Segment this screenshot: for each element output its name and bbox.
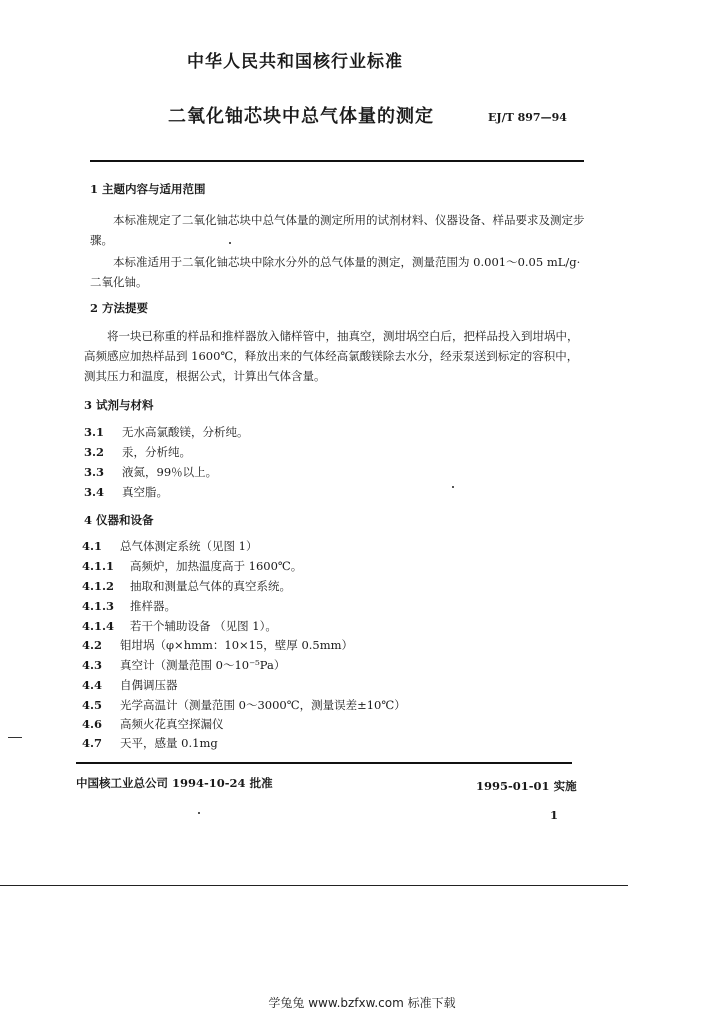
page-number: 1 [550,808,559,822]
implementation-date: 1995-01-01 实施 [476,779,577,793]
section-2-heading: 2 方法提要 [90,301,149,315]
list-item: 4.3 真空计（测量范围 0～10⁻⁵Pa） [82,658,286,672]
header-rule [90,160,584,162]
footer-rule [76,762,572,764]
scan-speck [452,486,454,488]
page-edge-rule [0,885,628,886]
list-item: 4.1.2 抽取和测量总气体的真空系统。 [82,579,291,593]
list-item: 4.2 钼坩埚（φ×hmm：10×15，壁厚 0.5mm） [82,638,354,652]
document-title: 二氧化铀芯块中总气体量的测定 [168,106,434,127]
list-item: 3.1 无水高氯酸镁，分析纯。 [84,425,249,439]
scan-speck [229,242,231,244]
list-item: 4.1.3 推样器。 [82,599,176,613]
approval-date: 中国核工业总公司 1994-10-24 批准 [76,776,273,790]
section-1-paragraph-2: 本标准适用于二氧化铀芯块中除水分外的总气体量的测定，测量范围为 0.001～0.05 mL/g·二氧化铀。 [90,255,581,289]
watermark: 学兔兔 www.bzfxw.com 标准下载 [268,996,456,1010]
issuing-organization: 中华人民共和国核行业标准 [187,52,403,72]
section-4-heading: 4 仪器和设备 [84,513,154,527]
list-item: 3.4 真空脂。 [84,485,168,499]
section-3-heading: 3 试剂与材料 [84,398,154,412]
section-2-paragraph-1: 将一块已称重的样品和推样器放入储样管中，抽真空，测坩埚空白后，把样品投入到坩埚中，高频感应加热样品到 1600℃，释放出来的气体经高氯酸镁除去水分，经汞泵送到标定的容积中，测其压力和温度，根据公式，计算出气体含量。 [84,329,579,383]
list-item: 4.4 自偶调压器 [82,678,178,692]
list-item: 4.6 高频火花真空探漏仪 [82,717,224,731]
list-item: 4.1 总气体测定系统（见图 1） [82,539,258,553]
section-1-heading: 1 主题内容与适用范围 [90,182,206,196]
section-1-paragraph-1: 本标准规定了二氧化铀芯块中总气体量的测定所用的试剂材料、仪器设备、样品要求及测定步骤。 [90,213,585,247]
list-item: 4.1.4 若干个辅助设备 （见图 1）。 [82,619,277,633]
list-item: 4.7 天平，感量 0.1mg [82,736,218,750]
list-item: 4.5 光学高温计（测量范围 0～3000℃，测量误差±10℃） [82,698,406,712]
list-item: 3.2 汞，分析纯。 [84,445,191,459]
list-item: 3.3 液氮，99％以上。 [84,465,218,479]
scan-speck [198,812,200,814]
list-item: 4.1.1 高频炉，加热温度高于 1600℃。 [82,559,303,573]
standard-code: EJ/T 897—94 [488,111,567,124]
margin-mark [8,737,22,738]
